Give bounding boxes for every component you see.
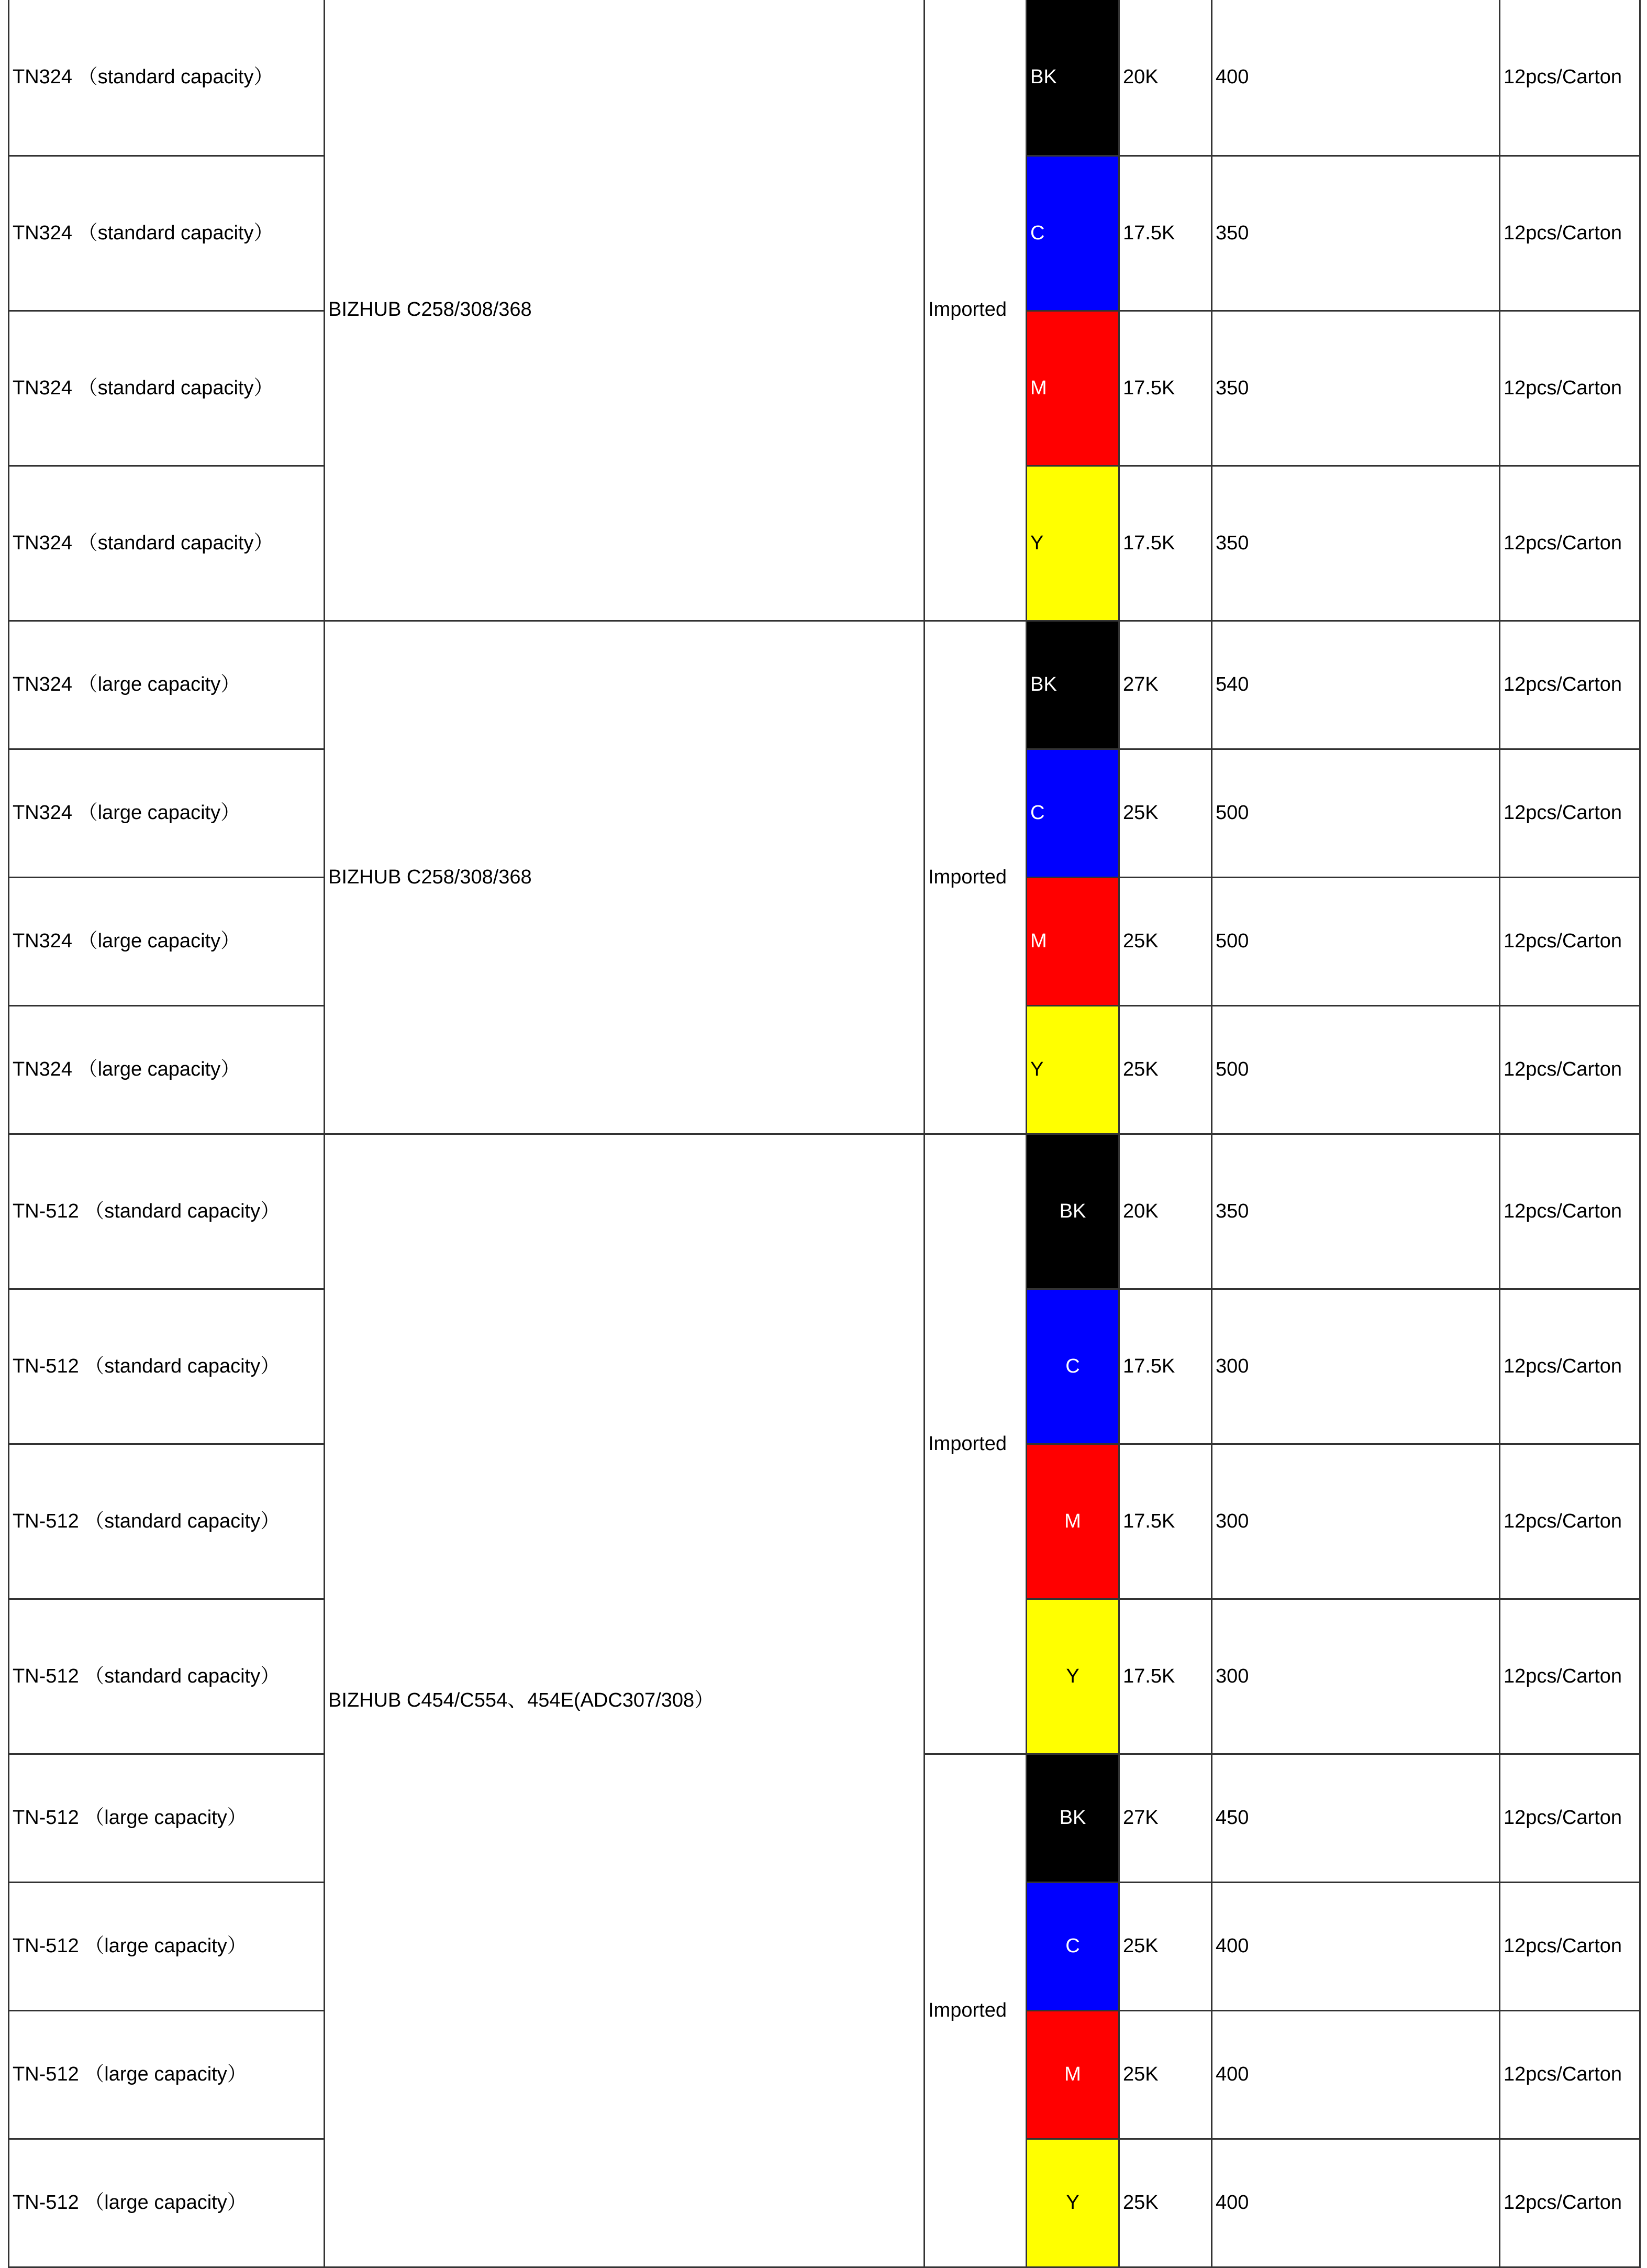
page-yield-cell: 17.5K bbox=[1119, 1599, 1212, 1754]
product-name-cell: TN324 （large capacity） bbox=[9, 878, 325, 1006]
product-name-cell: TN324 （standard capacity） bbox=[9, 311, 325, 466]
quantity-cell: 300 bbox=[1212, 1444, 1500, 1599]
color-code-cell: M bbox=[1027, 1444, 1119, 1599]
page-yield-cell: 17.5K bbox=[1119, 311, 1212, 466]
quantity-cell: 500 bbox=[1212, 749, 1500, 878]
packing-cell: 12pcs/Carton bbox=[1500, 1006, 1640, 1134]
quantity-cell: 350 bbox=[1212, 1134, 1500, 1289]
quantity-cell: 450 bbox=[1212, 1754, 1500, 1883]
packing-cell: 12pcs/Carton bbox=[1500, 466, 1640, 621]
product-name-cell: TN-512 （large capacity） bbox=[9, 2011, 325, 2139]
color-code-cell: Y bbox=[1027, 1599, 1119, 1754]
packing-cell: 12pcs/Carton bbox=[1500, 1134, 1640, 1289]
color-code-cell: BK bbox=[1027, 621, 1119, 749]
packing-cell: 12pcs/Carton bbox=[1500, 1444, 1640, 1599]
table-row bbox=[9, 0, 1640, 156]
page-yield-cell: 17.5K bbox=[1119, 156, 1212, 311]
page-yield-cell: 25K bbox=[1119, 2139, 1212, 2267]
quantity-cell: 540 bbox=[1212, 621, 1500, 749]
toner-product-table bbox=[8, 0, 1641, 2268]
compatible-model-cell: BIZHUB C258/308/368 bbox=[325, 621, 925, 1134]
packing-cell: 12pcs/Carton bbox=[1500, 749, 1640, 878]
packing-cell: 12pcs/Carton bbox=[1500, 878, 1640, 1006]
page-yield-cell: 25K bbox=[1119, 1006, 1212, 1134]
quantity-cell: 400 bbox=[1212, 1883, 1500, 2011]
packing-cell: 12pcs/Carton bbox=[1500, 1289, 1640, 1444]
compatible-model-cell: BIZHUB C258/308/368 bbox=[325, 0, 925, 621]
page-yield-cell: 27K bbox=[1119, 621, 1212, 749]
color-code-cell: C bbox=[1027, 1883, 1119, 2011]
color-code-cell: Y bbox=[1027, 466, 1119, 621]
color-code-cell: C bbox=[1027, 749, 1119, 878]
product-name-cell: TN324 （standard capacity） bbox=[9, 0, 325, 156]
page-yield-cell: 27K bbox=[1119, 1754, 1212, 1883]
color-code-cell: C bbox=[1027, 1289, 1119, 1444]
quantity-cell: 350 bbox=[1212, 311, 1500, 466]
color-code-cell: BK bbox=[1027, 1134, 1119, 1289]
product-name-cell: TN324 （large capacity） bbox=[9, 749, 325, 878]
origin-cell: Imported bbox=[925, 621, 1027, 1134]
origin-cell: Imported bbox=[925, 1134, 1027, 1754]
product-name-cell: TN-512 （standard capacity） bbox=[9, 1444, 325, 1599]
color-code-cell: BK bbox=[1027, 1754, 1119, 1883]
page-yield-cell: 25K bbox=[1119, 878, 1212, 1006]
packing-cell: 12pcs/Carton bbox=[1500, 156, 1640, 311]
color-code-cell: C bbox=[1027, 156, 1119, 311]
color-code-cell: M bbox=[1027, 311, 1119, 466]
origin-cell: Imported bbox=[925, 0, 1027, 621]
color-code-cell: Y bbox=[1027, 2139, 1119, 2267]
packing-cell: 12pcs/Carton bbox=[1500, 2011, 1640, 2139]
product-name-cell: TN-512 （standard capacity） bbox=[9, 1289, 325, 1444]
quantity-cell: 350 bbox=[1212, 466, 1500, 621]
table-row bbox=[9, 621, 1640, 749]
quantity-cell: 500 bbox=[1212, 1006, 1500, 1134]
quantity-cell: 400 bbox=[1212, 2139, 1500, 2267]
origin-cell: Imported bbox=[925, 1754, 1027, 2267]
product-name-cell: TN-512 （standard capacity） bbox=[9, 1599, 325, 1754]
packing-cell: 12pcs/Carton bbox=[1500, 1883, 1640, 2011]
page-yield-cell: 20K bbox=[1119, 0, 1212, 156]
page-yield-cell: 17.5K bbox=[1119, 1289, 1212, 1444]
packing-cell: 12pcs/Carton bbox=[1500, 1754, 1640, 1883]
quantity-cell: 300 bbox=[1212, 1289, 1500, 1444]
product-name-cell: TN-512 （large capacity） bbox=[9, 1883, 325, 2011]
color-code-cell: BK bbox=[1027, 0, 1119, 156]
product-name-cell: TN324 （standard capacity） bbox=[9, 156, 325, 311]
product-name-cell: TN324 （large capacity） bbox=[9, 1006, 325, 1134]
quantity-cell: 400 bbox=[1212, 2011, 1500, 2139]
quantity-cell: 350 bbox=[1212, 156, 1500, 311]
packing-cell: 12pcs/Carton bbox=[1500, 311, 1640, 466]
compatible-model-cell: BIZHUB C454/C554、454E(ADC307/308） bbox=[325, 1134, 925, 2267]
color-code-cell: M bbox=[1027, 2011, 1119, 2139]
packing-cell: 12pcs/Carton bbox=[1500, 0, 1640, 156]
quantity-cell: 300 bbox=[1212, 1599, 1500, 1754]
product-name-cell: TN324 （standard capacity） bbox=[9, 466, 325, 621]
page-yield-cell: 17.5K bbox=[1119, 466, 1212, 621]
product-name-cell: TN-512 （standard capacity） bbox=[9, 1134, 325, 1289]
page-yield-cell: 25K bbox=[1119, 2011, 1212, 2139]
color-code-cell: Y bbox=[1027, 1006, 1119, 1134]
page-yield-cell: 17.5K bbox=[1119, 1444, 1212, 1599]
page-yield-cell: 25K bbox=[1119, 1883, 1212, 2011]
packing-cell: 12pcs/Carton bbox=[1500, 1599, 1640, 1754]
page-yield-cell: 20K bbox=[1119, 1134, 1212, 1289]
product-name-cell: TN-512 （large capacity） bbox=[9, 1754, 325, 1883]
table-row bbox=[9, 1134, 1640, 1289]
product-name-cell: TN324 （large capacity） bbox=[9, 621, 325, 749]
packing-cell: 12pcs/Carton bbox=[1500, 621, 1640, 749]
page-yield-cell: 25K bbox=[1119, 749, 1212, 878]
packing-cell: 12pcs/Carton bbox=[1500, 2139, 1640, 2267]
product-name-cell: TN-512 （large capacity） bbox=[9, 2139, 325, 2267]
quantity-cell: 400 bbox=[1212, 0, 1500, 156]
quantity-cell: 500 bbox=[1212, 878, 1500, 1006]
color-code-cell: M bbox=[1027, 878, 1119, 1006]
